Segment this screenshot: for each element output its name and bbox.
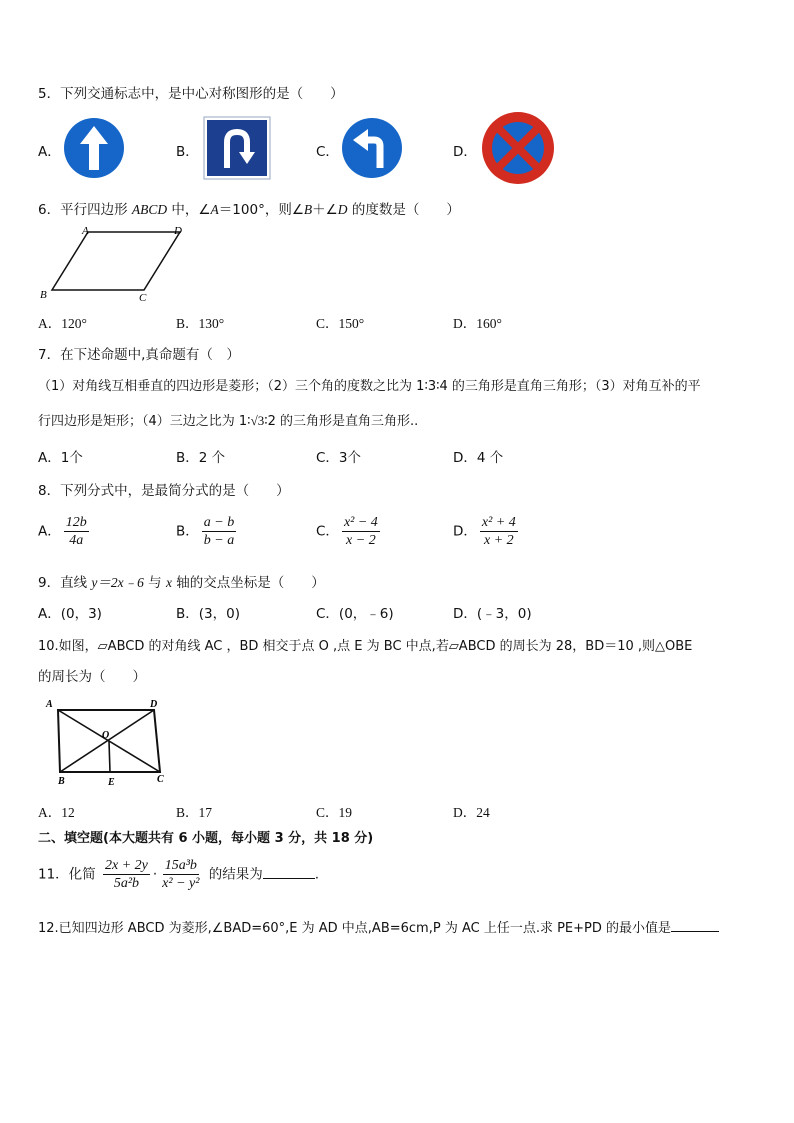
q10-label-o: O	[102, 730, 110, 741]
q10-option-a: A．12	[38, 805, 75, 820]
q10-label-b: B	[58, 776, 65, 787]
q7-option-b: B．2 个	[176, 450, 226, 466]
q11-f2-numerator: 15a³b	[164, 858, 197, 873]
q6-stem-post: 的度数是（ ）	[347, 202, 460, 218]
q8-option-c-letter: C．	[316, 523, 339, 540]
q9-stem-post: 轴的交点坐标是（ ）	[171, 575, 325, 591]
q6-label-b: B	[40, 289, 47, 301]
q11-fraction-1	[103, 857, 150, 892]
q11-dot: ·	[152, 866, 158, 883]
q7-line2	[38, 410, 418, 429]
q6-option-d: D．160°	[453, 316, 502, 331]
q6-label-d: D	[174, 225, 182, 237]
q8-b-denominator: b − a	[203, 533, 235, 548]
q7-line1: （1）对角线互相垂直的四边形是菱形；（2）三个角的度数之比为 1∶3∶4 的三角形是直角三角形；（3）对角互补的平	[38, 379, 701, 394]
q8-d-denominator: x + 2	[484, 533, 514, 548]
q8-c-denominator: x − 2	[346, 533, 376, 548]
q6-angle-a: A	[210, 202, 219, 217]
q8-option-a-fraction	[64, 514, 89, 549]
q11-fraction-2	[160, 857, 201, 892]
q8-c-numerator: x² − 4	[343, 515, 378, 530]
q8-b-numerator: a − b	[203, 515, 235, 530]
q9-equation: y＝2x﹣6	[91, 575, 144, 590]
no-stopping-sign-icon	[477, 110, 559, 186]
q9-stem-mid: 与	[143, 575, 166, 591]
q7-line2-post: ∶2 的三角形是直角三角形..	[264, 414, 419, 429]
q7-stem: 7．在下述命题中,真命题有（ ）	[38, 347, 240, 363]
q5-option-b-letter: B．	[176, 144, 199, 160]
q9-stem	[38, 571, 325, 591]
q6-option-a: A．120°	[38, 316, 87, 331]
q8-option-b	[176, 514, 239, 549]
q5-option-a-letter: A．	[38, 144, 61, 160]
q6-plus: ＋∠	[312, 202, 338, 218]
q9-option-a: A．(0，3)	[38, 606, 102, 622]
q11-f2-denominator: x² − y²	[162, 876, 200, 891]
q11-f1-numerator: 2x + 2y	[104, 858, 148, 873]
q8-option-b-letter: B．	[176, 523, 199, 540]
q6-stem	[38, 198, 460, 218]
q10-label-e: E	[108, 777, 115, 788]
q9-option-d: D．(﹣3，0)	[453, 606, 532, 622]
q6-option-b: B．130°	[176, 316, 225, 331]
left-turn-sign-icon	[340, 116, 404, 180]
q12	[38, 917, 719, 936]
q6-parallelogram-figure	[36, 222, 196, 304]
q7-option-c: C．3个	[316, 450, 362, 466]
q7-sqrt3: √3	[250, 413, 265, 428]
q11-pre: 11．化简	[38, 866, 100, 883]
q8-option-d-fraction	[480, 514, 518, 549]
straight-arrow-sign-icon	[62, 116, 126, 180]
q6-eq: ＝100°，则∠	[218, 202, 304, 218]
q8-option-b-fraction	[202, 514, 236, 549]
q9-option-b: B．(3，0)	[176, 606, 240, 622]
q10-label-c: C	[157, 774, 164, 785]
q10-line2: 的周长为（ ）	[38, 669, 146, 685]
q8-d-numerator: x² + 4	[481, 515, 516, 530]
q10-label-a: A	[46, 699, 53, 710]
q8-a-numerator: 12b	[65, 515, 87, 530]
q12-answer-blank[interactable]	[671, 917, 719, 932]
q12-text: 12.已知四边形 ABCD 为菱形,∠BAD=60°,E 为 AD 中点,AB=6cm,P 为 AC 上任一点.求 PE+PD 的最小值是	[38, 921, 672, 936]
q6-stem-pre: 6．平行四边形	[38, 202, 132, 218]
q8-option-c	[316, 514, 383, 549]
q10-label-d: D	[150, 699, 158, 710]
q5-option-c-letter: C．	[316, 144, 339, 160]
q10-option-d: D．24	[453, 805, 490, 820]
q8-a-denominator: 4a	[69, 533, 84, 548]
q6-label-a: A	[82, 225, 89, 237]
u-turn-sign-icon	[203, 116, 271, 180]
q6-abcd: ABCD	[131, 202, 168, 217]
q5-option-d-letter: D．	[453, 144, 477, 160]
q11-f1-denominator: 5a²b	[113, 876, 140, 891]
q10-parallelogram-figure	[36, 696, 176, 788]
q8-option-a-letter: A．	[38, 523, 61, 540]
q10-option-c: C．19	[316, 805, 353, 820]
q8-stem: 8．下列分式中，是最简分式的是（ ）	[38, 483, 290, 499]
q6-label-c: C	[139, 292, 147, 304]
q9-option-c: C．(0，﹣6)	[316, 606, 394, 622]
q8-option-a	[38, 514, 92, 549]
q9-stem-pre: 9．直线	[38, 575, 92, 591]
q6-angle-d: D	[337, 202, 348, 217]
q8-option-d-letter: D．	[453, 523, 477, 540]
q11-post: 的结果为	[204, 866, 263, 883]
q6-option-c: C．150°	[316, 316, 365, 331]
q7-line2-pre: 行四边形是矩形；（4）三边之比为 1∶	[38, 414, 251, 429]
q11-answer-blank[interactable]	[263, 864, 315, 879]
q10-line1: 10.如图，▱ABCD 的对角线 AC ，BD 相交于点 O ,点 E 为 BC 中点,若▱ABCD 的周长为 28，BD＝10 ,则△OBE	[38, 639, 693, 654]
section-heading: 二、填空题(本大题共有 6 小题，每小题 3 分，共 18 分)	[38, 831, 374, 846]
q7-option-d: D．4 个	[453, 450, 504, 466]
q8-option-c-fraction	[342, 514, 380, 549]
q6-angle-b: B	[303, 202, 313, 217]
q7-option-a: A．1个	[38, 450, 83, 466]
q10-option-b: B．17	[176, 805, 213, 820]
q8-option-d	[453, 514, 521, 549]
q6-stem-mid: 中，∠	[167, 202, 211, 218]
q11: 11．化简 $\frac{2x + 2y}{\text{5a²b}}$ · $\frac{\text{15a³b}}{\text{x² − y²}}$ 的结果为 .	[38, 858, 320, 891]
q9-x: x	[165, 575, 172, 590]
q5-stem: 5．下列交通标志中，是中心对称图形的是（ ）	[38, 86, 344, 102]
